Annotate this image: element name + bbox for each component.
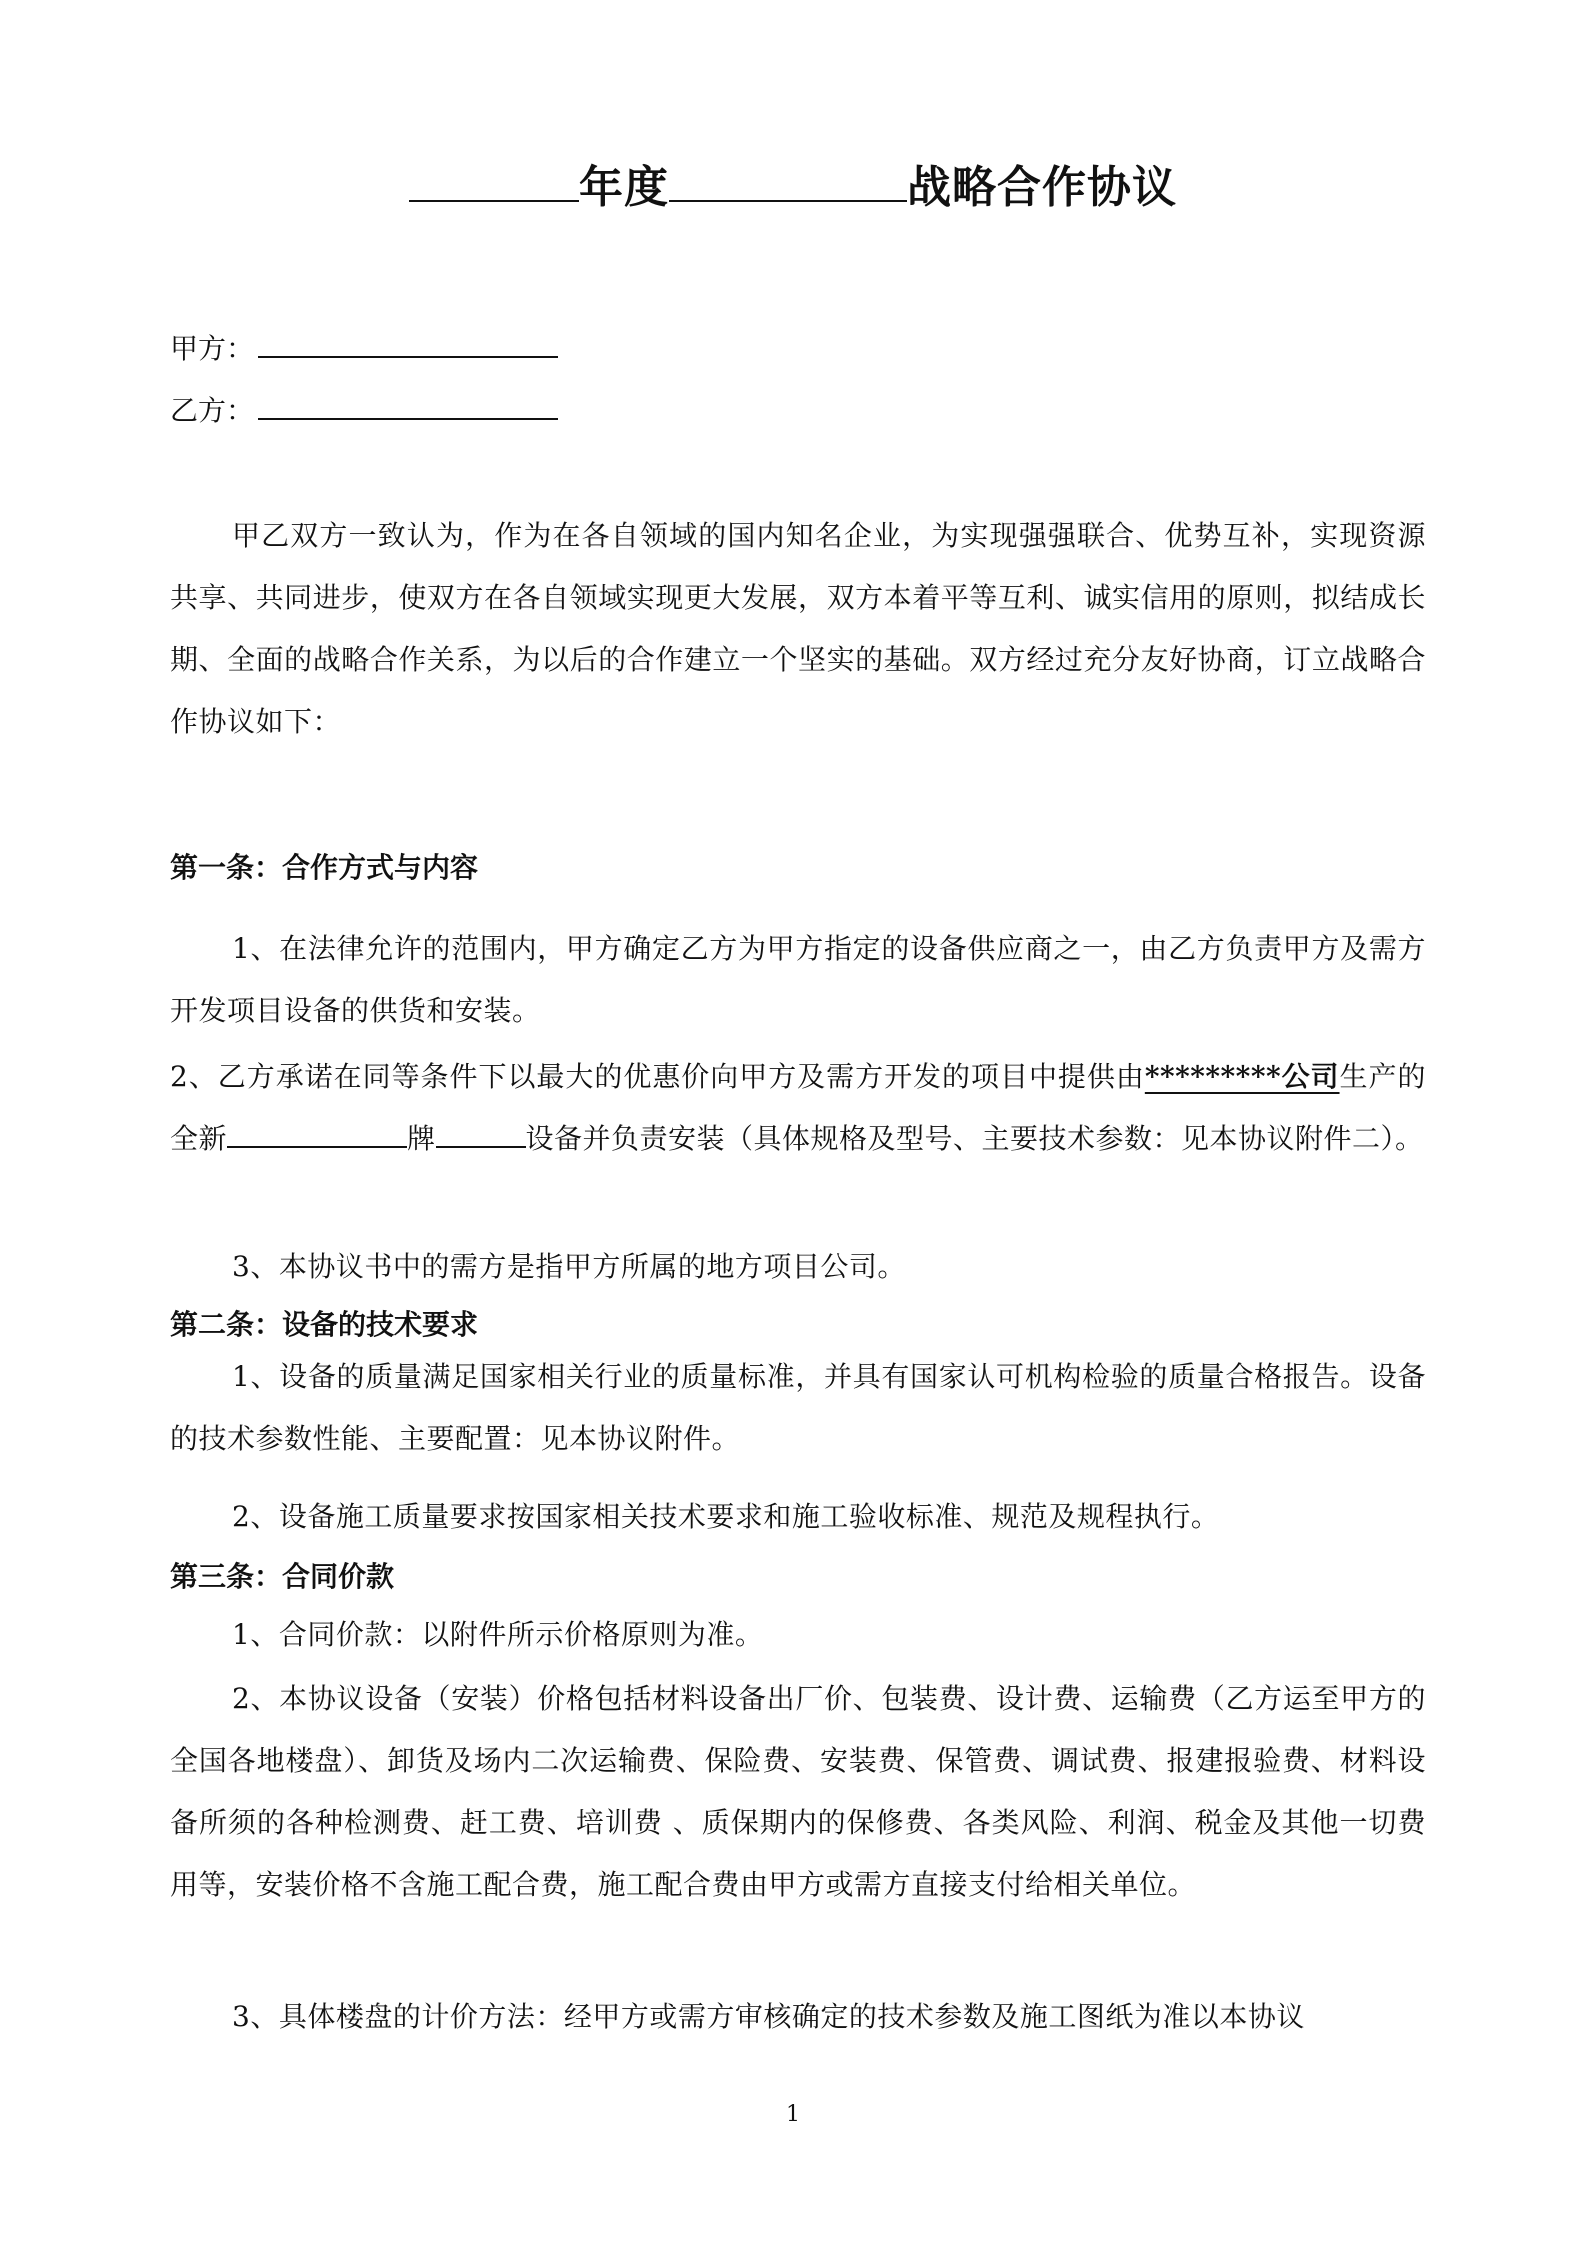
title-year-text: 年度: [579, 162, 669, 213]
party-b-label: 乙方：: [170, 394, 255, 427]
page-number: 1: [786, 2102, 800, 2127]
party-a-blank: [258, 322, 558, 358]
article-1-clause-3: 3、本协议书中的需方是指甲方所属的地方项目公司。: [232, 1250, 906, 1283]
year-blank: [409, 150, 579, 202]
article-1-heading: 第一条：合作方式与内容: [170, 851, 479, 884]
party-b-line: [170, 384, 558, 436]
party-b-blank: [258, 384, 558, 420]
preamble-paragraph: 甲乙双方一致认为，作为在各自领域的国内知名企业，为实现强强联合、优势互补，实现资源共享、共同进步，使双方在各自领域实现更大发展，双方本着平等互利、诚实信用的原则，拟结成长期、全面的战略合作关系，为以后的合作建立一个坚实的基础。双方经过充分友好协商，订立战略合作协议如下：: [170, 519, 1426, 738]
article-3-clause-2: 2、本协议设备（安装）价格包括材料设备出厂价、包装费、设计费、运输费（乙方运至甲方的全国各地楼盘）、卸货及场内二次运输费、保险费、安装费、保管费、调试费、报建报验费、材料设备所须的各种检测费、赶工费、培训费 、质保期内的保修费、各类风险、利润、税金及其他一切费用等，安装价格不含施工配合费，施工配合费由甲方或需方直接支付给相关单位。: [170, 1682, 1426, 1901]
article-3-clause-3: 3、具体楼盘的计价方法：经甲方或需方审核确定的技术参数及施工图纸为准以本协议: [232, 2000, 1305, 2033]
article-1-clause-2: [170, 1046, 1426, 1170]
party-a-line: [170, 322, 558, 374]
model-blank: [227, 1112, 407, 1148]
party-a-label: 甲方：: [170, 332, 255, 365]
company-name: *********公司: [1144, 1060, 1340, 1093]
title-rest-text: 战略合作协议: [907, 162, 1177, 213]
article-3-clause-1: 1、合同价款：以附件所示价格原则为准。: [232, 1618, 764, 1651]
article-2-heading: 第二条：设备的技术要求: [170, 1308, 479, 1341]
article-1-clause-1: 1、在法律允许的范围内，甲方确定乙方为甲方指定的设备供应商之一，由乙方负责甲方及需方开发项目设备的供货和安装。: [170, 932, 1426, 1027]
article-2-clause-2: 2、设备施工质量要求按国家相关技术要求和施工验收标准、规范及规程执行。: [232, 1500, 1220, 1533]
clause-2-mid2: 牌: [407, 1122, 436, 1155]
brand-blank: [436, 1112, 526, 1148]
name-blank: [669, 150, 907, 202]
clause-2-end: 设备并负责安装（具体规格及型号、主要技术参数：见本协议附件二）。: [525, 1122, 1424, 1155]
document-title: [0, 148, 1586, 228]
article-2-clause-1: 1、设备的质量满足国家相关行业的质量标准，并具有国家认可机构检验的质量合格报告。设备的技术参数性能、主要配置：见本协议附件。: [170, 1360, 1426, 1455]
clause-2-start: 2、乙方承诺在同等条件下以最大的优惠价向甲方及需方开发的项目中提供由: [170, 1060, 1145, 1093]
article-3-heading: 第三条：合同价款: [170, 1560, 395, 1593]
clause-2-mid1: 生产的全新: [170, 1060, 1426, 1155]
